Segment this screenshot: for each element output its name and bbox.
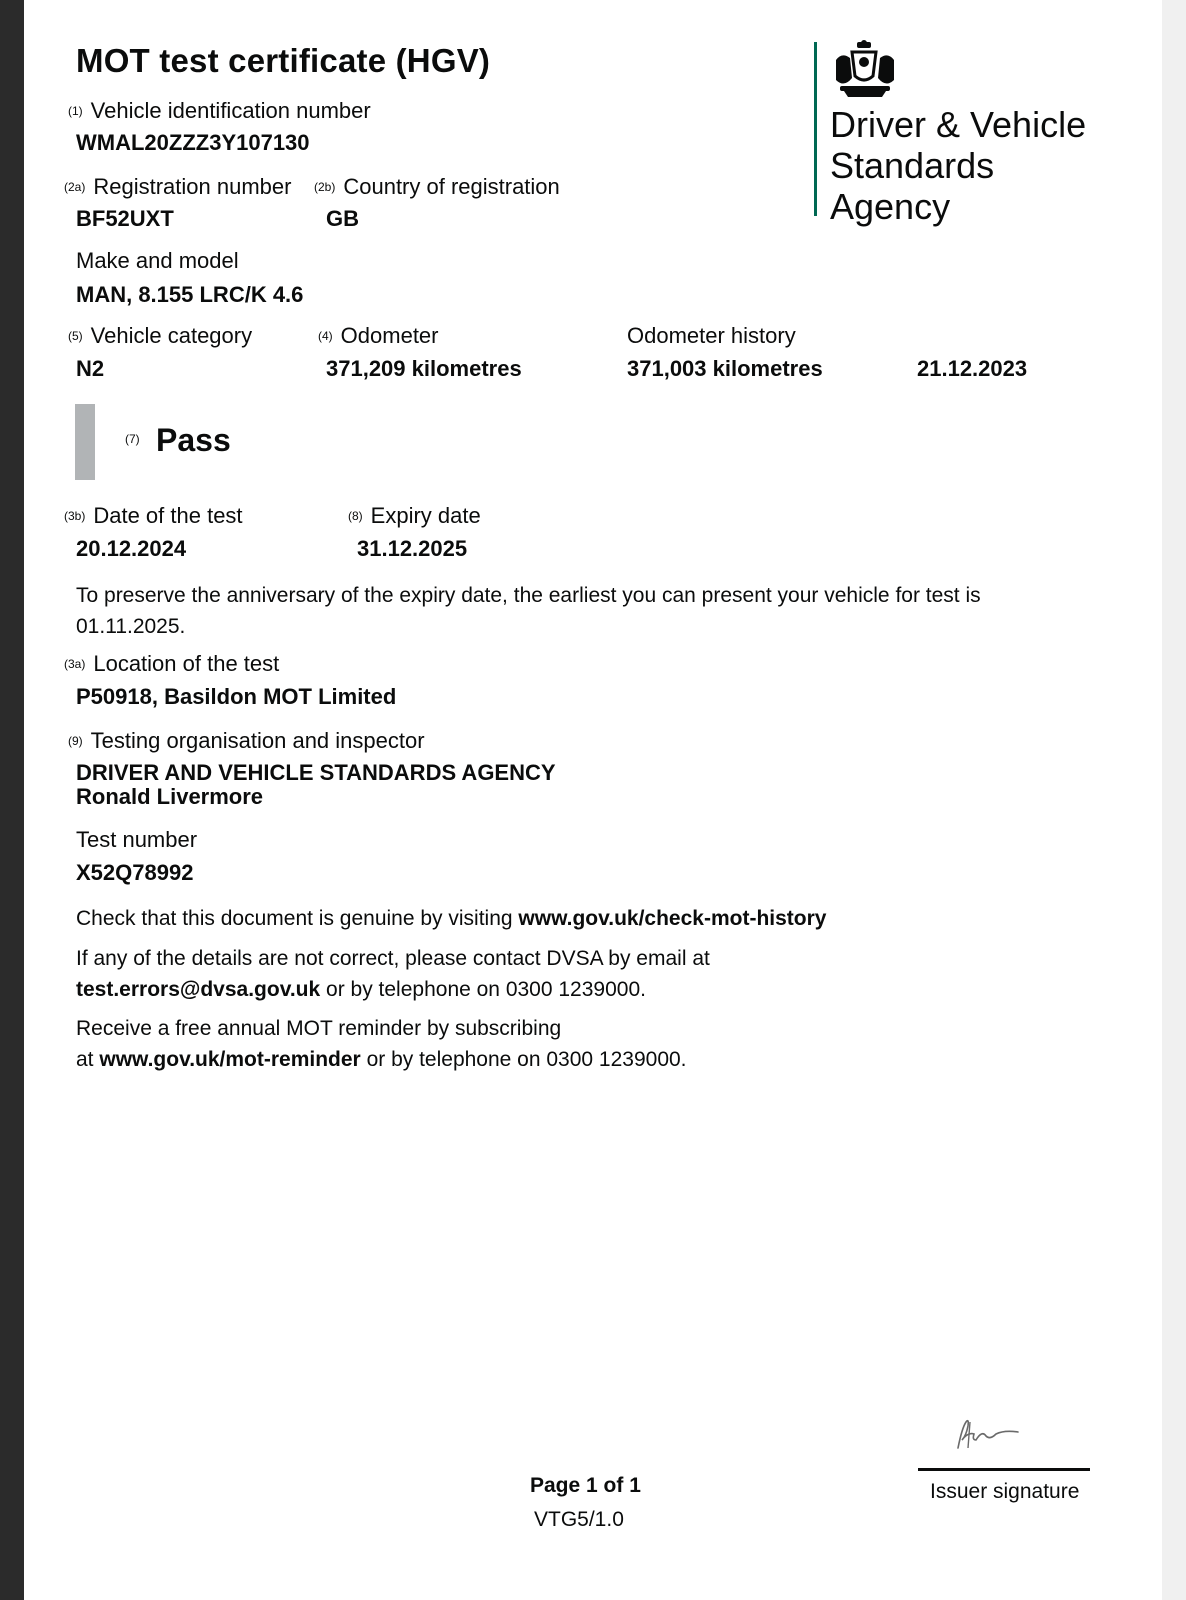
- test-date-label: [64, 503, 243, 529]
- reminder-prefix: at: [76, 1048, 100, 1071]
- signature-label: Issuer signature: [930, 1480, 1080, 1503]
- anniversary-note: To preserve the anniversary of the expiry date, the earliest you can present your vehicle for test is 01.11.2025.: [76, 584, 981, 638]
- registration-label-text: Registration number: [93, 174, 292, 199]
- vin-number: (1): [68, 104, 83, 118]
- genuine-check-text: Check that this document is genuine by visiting: [76, 907, 519, 930]
- vin-label-text: Vehicle identification number: [90, 98, 371, 123]
- reminder-info: [76, 1013, 687, 1075]
- registration-label: [64, 174, 291, 200]
- agency-line-2: Standards: [830, 145, 995, 186]
- location-number: (3a): [64, 657, 86, 671]
- organisation-number: (9): [68, 734, 83, 748]
- reminder-line-1: Receive a free annual MOT reminder by subscribing: [76, 1017, 562, 1040]
- logo-rule: [814, 42, 817, 216]
- inspector-name: Ronald Livermore: [76, 784, 264, 809]
- result-status-bar: [75, 404, 95, 480]
- odometer-number: (4): [318, 329, 333, 343]
- page-indicator: Page 1 of 1: [530, 1474, 641, 1497]
- test-date-number: (3b): [64, 509, 86, 523]
- expiry-value: 31.12.2025: [357, 536, 468, 561]
- category-number: (5): [68, 329, 83, 343]
- odometer-value: 371,209 kilometres: [326, 356, 522, 381]
- country-value: GB: [326, 206, 359, 231]
- odometer-history-value: 371,003 kilometres: [627, 356, 823, 381]
- country-label-text: Country of registration: [343, 174, 560, 199]
- registration-number: (2a): [64, 180, 86, 194]
- category-label: [68, 323, 252, 349]
- agency-line-1: Driver & Vehicle: [830, 104, 1087, 145]
- page-edge: [1162, 0, 1186, 1600]
- expiry-label-text: Expiry date: [370, 503, 481, 528]
- errors-email-link[interactable]: test.errors@dvsa.gov.uk: [76, 978, 321, 1001]
- test-number-label: Test number: [76, 827, 198, 852]
- genuine-check: [76, 903, 826, 934]
- registration-value: BF52UXT: [76, 206, 174, 231]
- country-label: [314, 174, 560, 200]
- test-date-value: 20.12.2024: [76, 536, 187, 561]
- organisation-label-text: Testing organisation and inspector: [90, 728, 425, 753]
- signature-line: [918, 1468, 1090, 1471]
- make-model-value: MAN, 8.155 LRC/K 4.6: [76, 282, 304, 307]
- vin-value: WMAL20ZZZ3Y107130: [76, 130, 310, 155]
- vin-label: [68, 98, 371, 124]
- odometer-label-text: Odometer: [340, 323, 439, 348]
- mot-reminder-link[interactable]: www.gov.uk/mot-reminder: [99, 1048, 361, 1071]
- location-value: P50918, Basildon MOT Limited: [76, 684, 397, 709]
- agency-line-3: Agency: [830, 186, 951, 227]
- errors-contact: [76, 943, 710, 1005]
- category-value: N2: [76, 356, 105, 381]
- odometer-label: [318, 323, 439, 349]
- odometer-history-label: Odometer history: [627, 323, 796, 348]
- errors-contact-line-1: If any of the details are not correct, please contact DVSA by email at: [76, 947, 710, 970]
- location-label: [64, 651, 279, 677]
- test-number-value: X52Q78992: [76, 860, 194, 885]
- country-number: (2b): [314, 180, 336, 194]
- make-model-label: Make and model: [76, 248, 239, 273]
- reminder-line-2: [76, 1044, 687, 1075]
- test-date-label-text: Date of the test: [93, 503, 243, 528]
- signature-mark-icon: [950, 1412, 1034, 1452]
- certificate-page: [24, 0, 1162, 1600]
- expiry-label: [348, 503, 481, 529]
- errors-phone-text: or by telephone on 0300 1239000.: [320, 978, 646, 1001]
- location-label-text: Location of the test: [93, 651, 280, 676]
- expiry-number: (8): [348, 509, 363, 523]
- result-number: (7): [125, 432, 140, 446]
- royal-crest-icon: [830, 40, 900, 100]
- agency-name: [830, 104, 1086, 227]
- organisation-label: [68, 728, 425, 754]
- page-title: MOT test certificate (HGV): [76, 42, 491, 79]
- check-mot-history-link[interactable]: www.gov.uk/check-mot-history: [518, 907, 827, 930]
- odometer-history-date: 21.12.2023: [917, 356, 1028, 381]
- errors-contact-line-2: [76, 974, 710, 1005]
- reminder-phone-text: or by telephone on 0300 1239000.: [360, 1048, 687, 1071]
- organisation-name: DRIVER AND VEHICLE STANDARDS AGENCY: [76, 760, 556, 785]
- form-code: VTG5/1.0: [534, 1508, 624, 1531]
- result-value: Pass: [156, 422, 231, 458]
- category-label-text: Vehicle category: [90, 323, 253, 348]
